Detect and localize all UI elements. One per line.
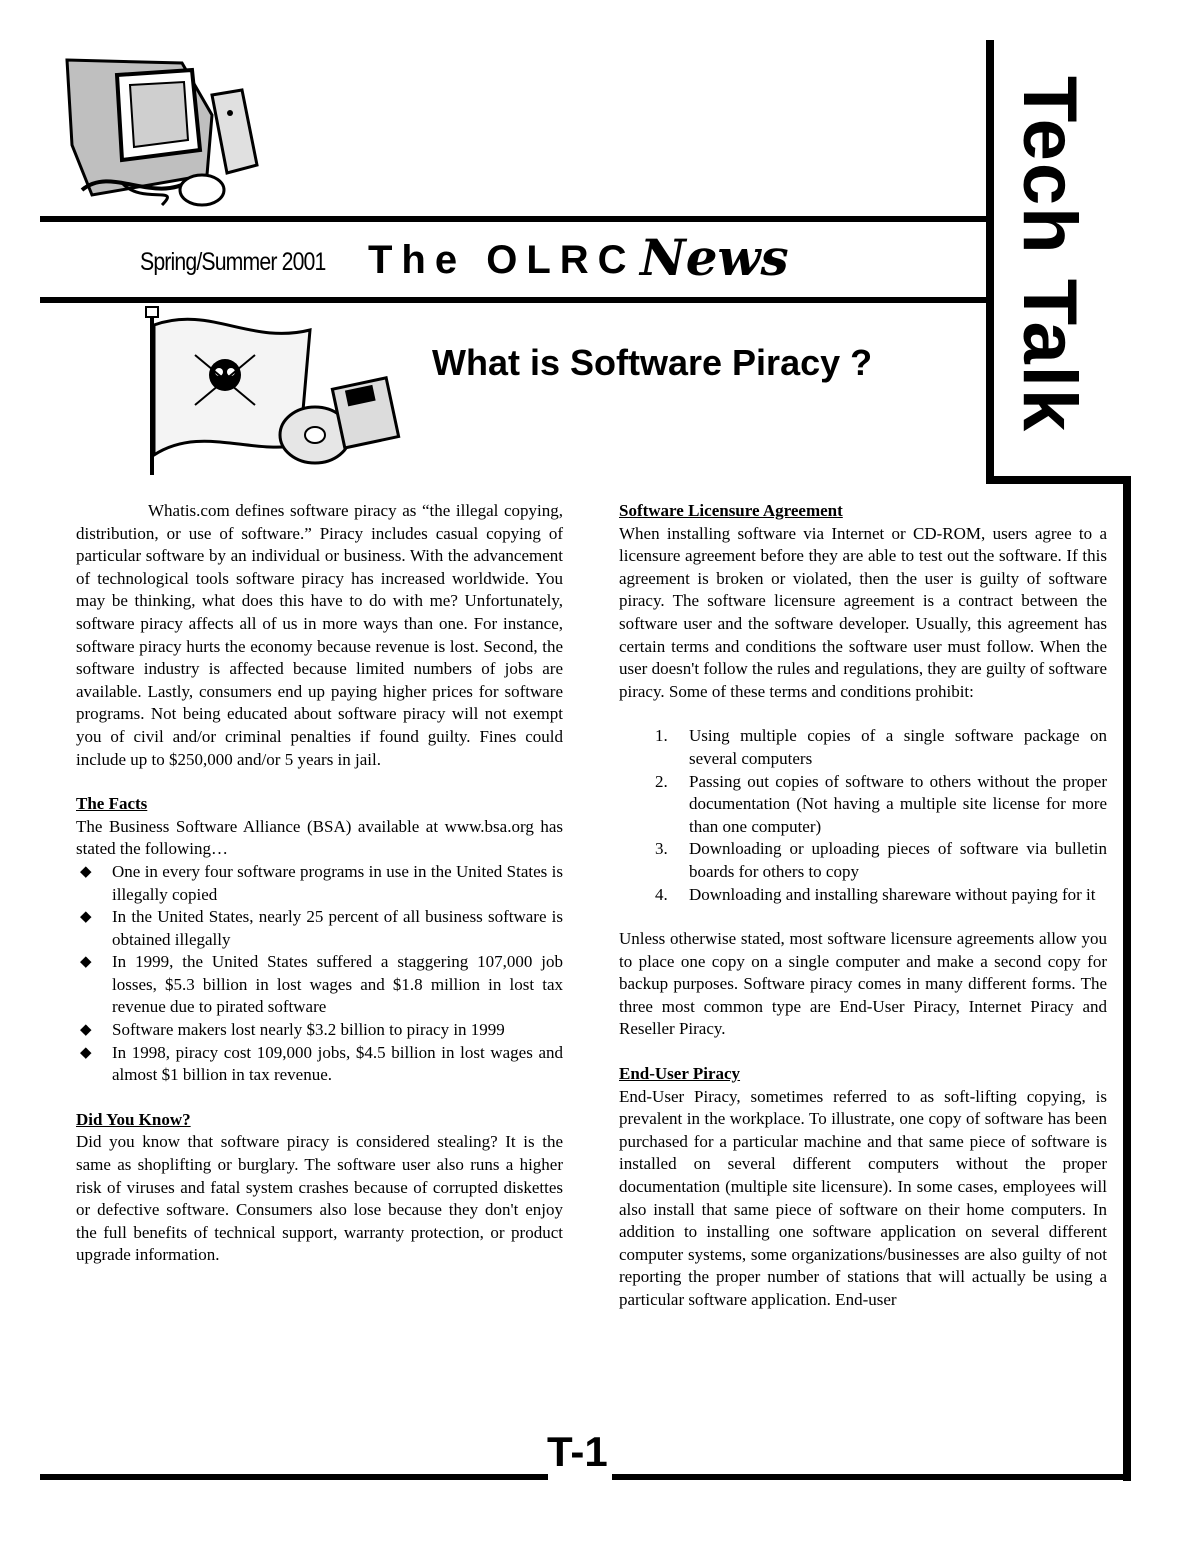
section-title-text: Tech Talk xyxy=(1007,75,1093,433)
licensure-paragraph: When installing software via Internet or CD-ROM, users agree to a licensure agreement before they are able to test out the software. If this agreement is broken or violated, then the user is guilty of software piracy. The software licensure agreement is a contract between the software user and the software developer. Usually, this agreement has certain terms and conditions the software user must follow. When the user doesn't follow the rules and regulations, they are guilty of software piracy. Some of these terms and conditions prohibit: xyxy=(619,523,1107,701)
header-bottom-rule xyxy=(40,297,990,303)
facts-list xyxy=(76,861,563,1087)
side-panel-left-border xyxy=(986,40,994,480)
did-you-know-paragraph: Did you know that software piracy is considered stealing? It is the same as shoplifting or burglary. The software user also runs a higher risk of viruses and fatal system crashes because of corrupted diskettes or defective software. Consumers also lose because they don't enjoy the full benefits of technical support, warranty protection, or product upgrade information. xyxy=(76,1132,563,1265)
list-item: 3. Downloading or uploading pieces of software via bulletin boards for others to copy xyxy=(655,839,1107,881)
masthead-title: The OLRC xyxy=(368,238,636,282)
did-you-know-heading: Did You Know? xyxy=(76,1109,191,1129)
list-item: ◆ In the United States, nearly 25 percent of all business software is obtained illegally xyxy=(80,907,563,949)
end-user-paragraph: End-User Piracy, sometimes referred to as soft-lifting copying, is prevalent in the workplace. To illustrate, one copy of software has been purchased for a particular machine and that same piece of software is installed on several different computers without the proper documentation (multiple site licensure). In some cases, employees will also install that same piece of software on their home computers. In addition to installing one software application on several different computer systems, some organizations/businesses are also guilty of not reporting the proper number of stations that will actually be using a particular software application. End-user xyxy=(619,1086,1107,1309)
footer-rule-right xyxy=(612,1474,1131,1480)
list-item: ◆ In 1999, the United States suffered a staggering 107,000 job losses, $5.3 billion in lost wages and $1.8 million in lost tax revenue due to pirated software xyxy=(80,952,563,1017)
list-item: 4. Downloading and installing shareware without paying for it xyxy=(655,884,1096,904)
facts-intro: The Business Software Alliance (BSA) available at www.bsa.org has stated the following… xyxy=(76,816,563,859)
diamond-bullet-icon: ◆ xyxy=(80,1022,92,1039)
diamond-bullet-icon: ◆ xyxy=(80,954,92,971)
pirate-flag-clipart-icon xyxy=(140,305,405,480)
list-item: ◆ One in every four software programs in use in the United States is illegally copied xyxy=(80,861,563,904)
article-title: What is Software Piracy ? xyxy=(432,342,873,383)
prohibited-list xyxy=(619,725,1107,906)
left-column xyxy=(76,500,563,1267)
page-right-border xyxy=(1123,476,1131,1481)
issue-date: Spring/Summer 2001 xyxy=(140,248,326,276)
list-item: ◆ In 1998, piracy cost 109,000 jobs, $4.5 billion in lost wages and almost $1 billion in tax revenue. xyxy=(80,1042,563,1085)
licensure-heading: Software Licensure Agreement xyxy=(619,501,843,520)
masthead-news: News xyxy=(640,228,789,287)
page-number: T-1 xyxy=(547,1428,608,1475)
side-panel-bottom-border xyxy=(986,476,1131,484)
footer-rule-left xyxy=(40,1474,548,1480)
facts-heading: The Facts xyxy=(76,794,148,814)
top-rule xyxy=(40,216,990,222)
list-item: ◆ Software makers lost nearly $3.2 billion to piracy in 1999 xyxy=(76,1019,563,1042)
diamond-bullet-icon: ◆ xyxy=(80,1044,92,1061)
computer-clipart-icon xyxy=(62,55,262,210)
right-column xyxy=(619,500,1107,1312)
section-title xyxy=(1000,44,1100,464)
end-user-heading: End-User Piracy xyxy=(619,1064,741,1084)
intro-paragraph: Whatis.com defines software piracy as “the illegal copying, distribution, or use of software.” Piracy includes casual copying of particular software by an individual or business. With the advancement of technological tools software piracy has increased worldwide. You may be thinking, what does this have to do with me? Unfortunately, software piracy affects all of us in more ways than one. For instance, software piracy hurts the economy because revenue is lost. Second, the software industry is affected because limited numbers of jobs are available. Lastly, consumers end up paying higher prices for software programs. Not being educated about software piracy will not exempt you of civil and/or criminal penalties if found guilty. Fines could include up to $250,000 and/or 5 years in jail. xyxy=(76,501,563,769)
diamond-bullet-icon: ◆ xyxy=(80,863,92,880)
list-item: 2. Passing out copies of software to others without the proper documentation (Not having a multiple site license for more than one computer) xyxy=(655,771,1107,836)
diamond-bullet-icon: ◆ xyxy=(80,909,92,926)
unless-paragraph: Unless otherwise stated, most software licensure agreements allow you to place one copy on a single computer and make a second copy for backup purposes. Software piracy comes in many different forms. The three most common type are End-User Piracy, Internet Piracy and Reseller Piracy. xyxy=(619,929,1107,1039)
list-item: 1. Using multiple copies of a single software package on several computers xyxy=(655,726,1107,768)
